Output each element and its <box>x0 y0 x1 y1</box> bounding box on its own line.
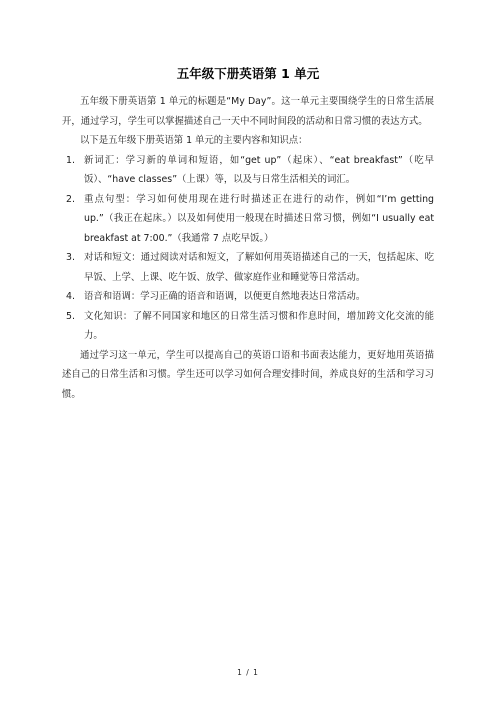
intro-paragraph: 五年级下册英语第 1 单元的标题是“My Day”。这一单元主要围绕学生的日常生活展开，通过学习，学生可以掌握描述自己一天中不同时间段的活动和日常习惯的表达方式。 <box>62 96 434 127</box>
list-item-text: 重点句型：学习如何使用现在进行时描述正在进行的动作，例如“I’m getting up.”（我正在起床。）以及如何使用一般现在时描述日常习惯，例如“I usually eat breakfast at 7:00.”（我通常 7 点吃早饭。） <box>84 193 434 244</box>
list-item <box>62 151 434 190</box>
summary-paragraph: 通过学习这一单元，学生可以提高自己的英语口语和书面表达能力，更好地用英语描述自己的日常生活和习惯。学生还可以学习如何合理安排时间，养成良好的生活和学习习惯。 <box>62 349 434 400</box>
list-item <box>62 190 434 249</box>
list-item-number: 3. <box>66 252 75 263</box>
knowledge-points-list <box>62 151 434 346</box>
list-item-number: 5. <box>66 310 75 322</box>
page-indicator: 1 / 1 <box>237 668 259 677</box>
list-item-number: 1. <box>66 154 75 166</box>
list-item-number: 4. <box>66 291 75 302</box>
list-item <box>62 307 434 346</box>
list-item-text: 对话和短文：通过阅读对话和短文，了解如何用英语描述自己的一天，包括起床、吃早饭、上学、上课、吃午饭、放学、做家庭作业和睡觉等日常活动。 <box>84 252 434 283</box>
list-item <box>62 248 434 287</box>
list-intro-paragraph: 以下是五年级下册英语第 1 单元的主要内容和知识点： <box>80 135 308 146</box>
list-item <box>62 287 434 307</box>
document-body <box>62 92 434 404</box>
list-item-text: 文化知识：了解不同国家和地区的日常生活习惯和作息时间，增加跨文化交流的能力。 <box>84 310 434 341</box>
document-title: 五年级下册英语第 1 单元 <box>176 66 320 81</box>
list-item-text: 新词汇：学习新的单词和短语，如“get up”（起床）、“eat breakfast”（吃早饭）、“have classes”（上课）等，以及与日常生活相关的词汇。 <box>84 154 434 185</box>
list-item-text: 语音和语调：学习正确的语音和语调，以便更自然地表达日常活动。 <box>84 291 366 302</box>
list-item-number: 2. <box>66 193 75 205</box>
